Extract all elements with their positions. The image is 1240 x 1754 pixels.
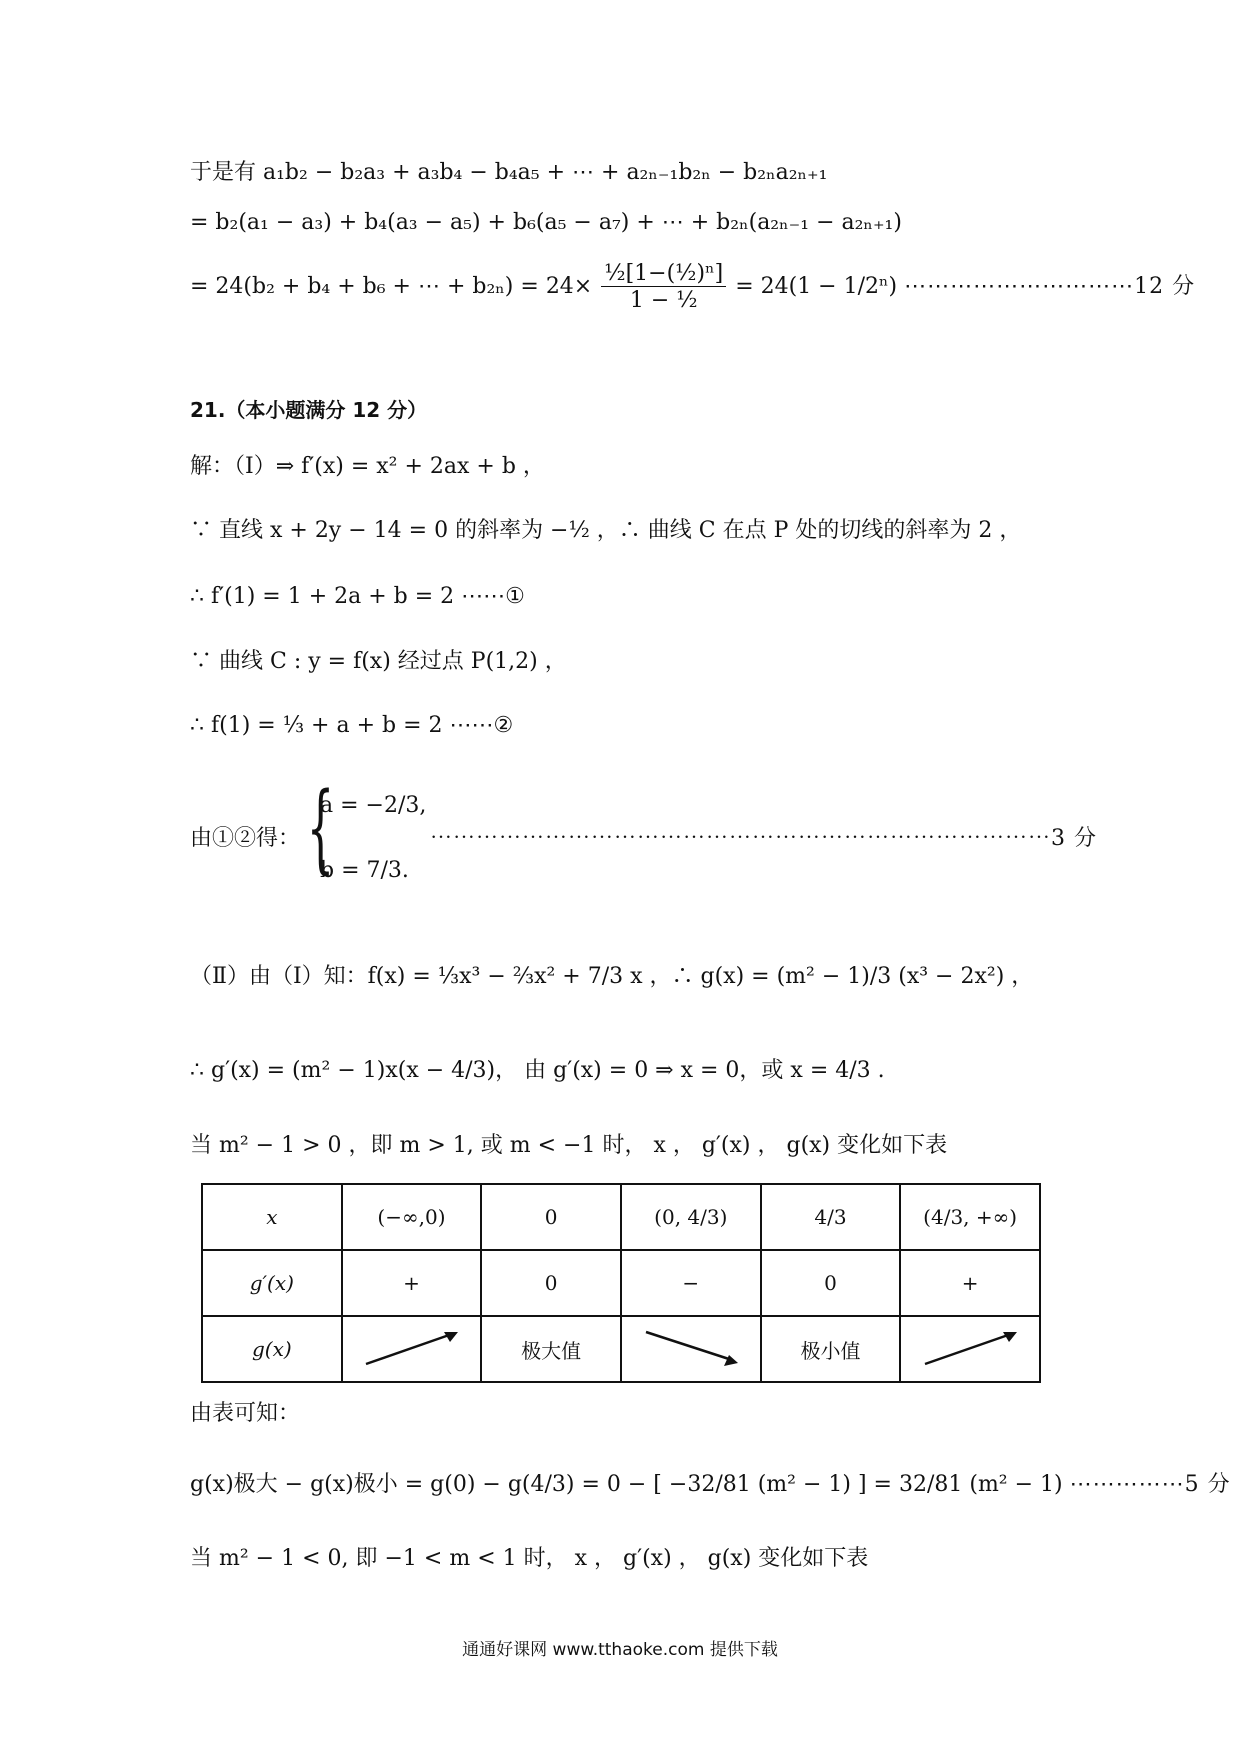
table-cell: 0 bbox=[761, 1250, 901, 1316]
table-cell: 0 bbox=[481, 1250, 621, 1316]
table-cell bbox=[621, 1316, 761, 1382]
table-cell bbox=[342, 1316, 482, 1382]
fraction-numerator: ½[1−(½)ⁿ] bbox=[601, 262, 726, 287]
q21-line-5: ∴ f(1) = ⅓ + a + b = 2 ⋯⋯② bbox=[190, 713, 514, 738]
table-cell: − bbox=[621, 1250, 761, 1316]
table-note: 由表可知： bbox=[190, 1401, 301, 1426]
system-eq-b: b = 7/3. bbox=[320, 858, 409, 883]
q21-part2-line-5: 当 m² − 1 < 0, 即 −1 < m < 1 时， x ， g′(x) ， g(x) 变化如下表 bbox=[190, 1546, 869, 1571]
increasing-arrow-icon bbox=[356, 1322, 466, 1372]
table-cell bbox=[900, 1316, 1040, 1382]
table-row-x bbox=[202, 1184, 1040, 1250]
expr-line-3-right: = 24(1 − 1/2ⁿ) bbox=[735, 274, 898, 300]
page-footer: 通通好课网 www.tthaoke.com 提供下载 bbox=[462, 1640, 778, 1660]
table-cell: g′(x) bbox=[202, 1250, 342, 1316]
table-cell: (0, 4/3) bbox=[621, 1184, 761, 1250]
system-brace: { bbox=[306, 772, 335, 884]
table-cell: + bbox=[342, 1250, 482, 1316]
fraction-denominator: 1 − ½ bbox=[629, 288, 698, 314]
expr-line-1: 于是有 a₁b₂ − b₂a₃ + a₃b₄ − b₄a₅ + ⋯ + a₂ₙ₋₁b₂ₙ − b₂ₙa₂ₙ₊₁ bbox=[190, 160, 828, 185]
table-cell: + bbox=[900, 1250, 1040, 1316]
system-eq-a: a = −2/3, bbox=[320, 793, 427, 818]
increasing-arrow-icon bbox=[915, 1322, 1025, 1372]
q21-line-2: ∵ 直线 x + 2y − 14 = 0 的斜率为 −½ ，∴ 曲线 C 在点 P 处的切线的斜率为 2 ， bbox=[190, 518, 1022, 543]
decreasing-arrow-icon bbox=[636, 1322, 746, 1372]
table-row-derivative bbox=[202, 1250, 1040, 1316]
variation-table bbox=[201, 1183, 1041, 1383]
table-cell: 0 bbox=[481, 1184, 621, 1250]
table-cell: (4/3, +∞) bbox=[900, 1184, 1040, 1250]
table-cell: g(x) bbox=[202, 1316, 342, 1382]
table-cell: (−∞,0) bbox=[342, 1184, 482, 1250]
q21-part2-line-4 bbox=[190, 1474, 1231, 1496]
expr-line-3-fraction bbox=[601, 262, 726, 312]
score-12: ⋯⋯⋯⋯⋯⋯⋯⋯⋯⋯12 分 bbox=[904, 274, 1196, 300]
q21-line-3: ∴ f′(1) = 1 + 2a + b = 2 ⋯⋯① bbox=[190, 584, 525, 609]
score-3: ⋯⋯⋯⋯⋯⋯⋯⋯⋯⋯⋯⋯⋯⋯⋯⋯⋯⋯⋯⋯⋯⋯⋯⋯⋯⋯⋯3 分 bbox=[430, 826, 1097, 851]
q21-part2-line-3: 当 m² − 1 > 0 ，即 m > 1, 或 m < −1 时， x ， g′(x) ， g(x) 变化如下表 bbox=[190, 1133, 948, 1158]
table-row-function bbox=[202, 1316, 1040, 1382]
table-cell: 极小值 bbox=[761, 1316, 901, 1382]
question-21-title: 21.（本小题满分 12 分） bbox=[190, 398, 428, 422]
table-cell: x bbox=[202, 1184, 342, 1250]
expr-line-2: = b₂(a₁ − a₃) + b₄(a₃ − a₅) + b₆(a₅ − a₇) + ⋯ + b₂ₙ(a₂ₙ₋₁ − a₂ₙ₊₁) bbox=[190, 210, 902, 235]
q21-part2-line-1: （Ⅱ）由（Ⅰ）知：f(x) = ⅓x³ − ⅔x² + 7/3 x ，∴ g(x) = (m² − 1)/3 (x³ − 2x²) ， bbox=[190, 964, 1034, 989]
table-cell: 4/3 bbox=[761, 1184, 901, 1250]
q21-line-1: 解：（Ⅰ）⇒ f′(x) = x² + 2ax + b ， bbox=[190, 454, 545, 479]
q21-line-4: ∵ 曲线 C : y = f(x) 经过点 P(1,2) ， bbox=[190, 649, 567, 674]
q21-part2-line-2: ∴ g′(x) = (m² − 1)x(x − 4/3)， 由 g′(x) = 0 ⇒ x = 0，或 x = 4/3 . bbox=[190, 1058, 885, 1083]
expr-line-3 bbox=[190, 262, 1195, 312]
expr-line-3-left: = 24(b₂ + b₄ + b₆ + ⋯ + b₂ₙ) = 24× bbox=[190, 274, 593, 300]
score-5: ⋯⋯⋯⋯⋯5 分 bbox=[1069, 1472, 1231, 1497]
extremum-difference: g(x)极大 − g(x)极小 = g(0) − g(4/3) = 0 − [ −32/81 (m² − 1) ] = 32/81 (m² − 1) bbox=[190, 1472, 1063, 1497]
system-label: 由①②得： bbox=[190, 826, 301, 851]
table-cell: 极大值 bbox=[481, 1316, 621, 1382]
